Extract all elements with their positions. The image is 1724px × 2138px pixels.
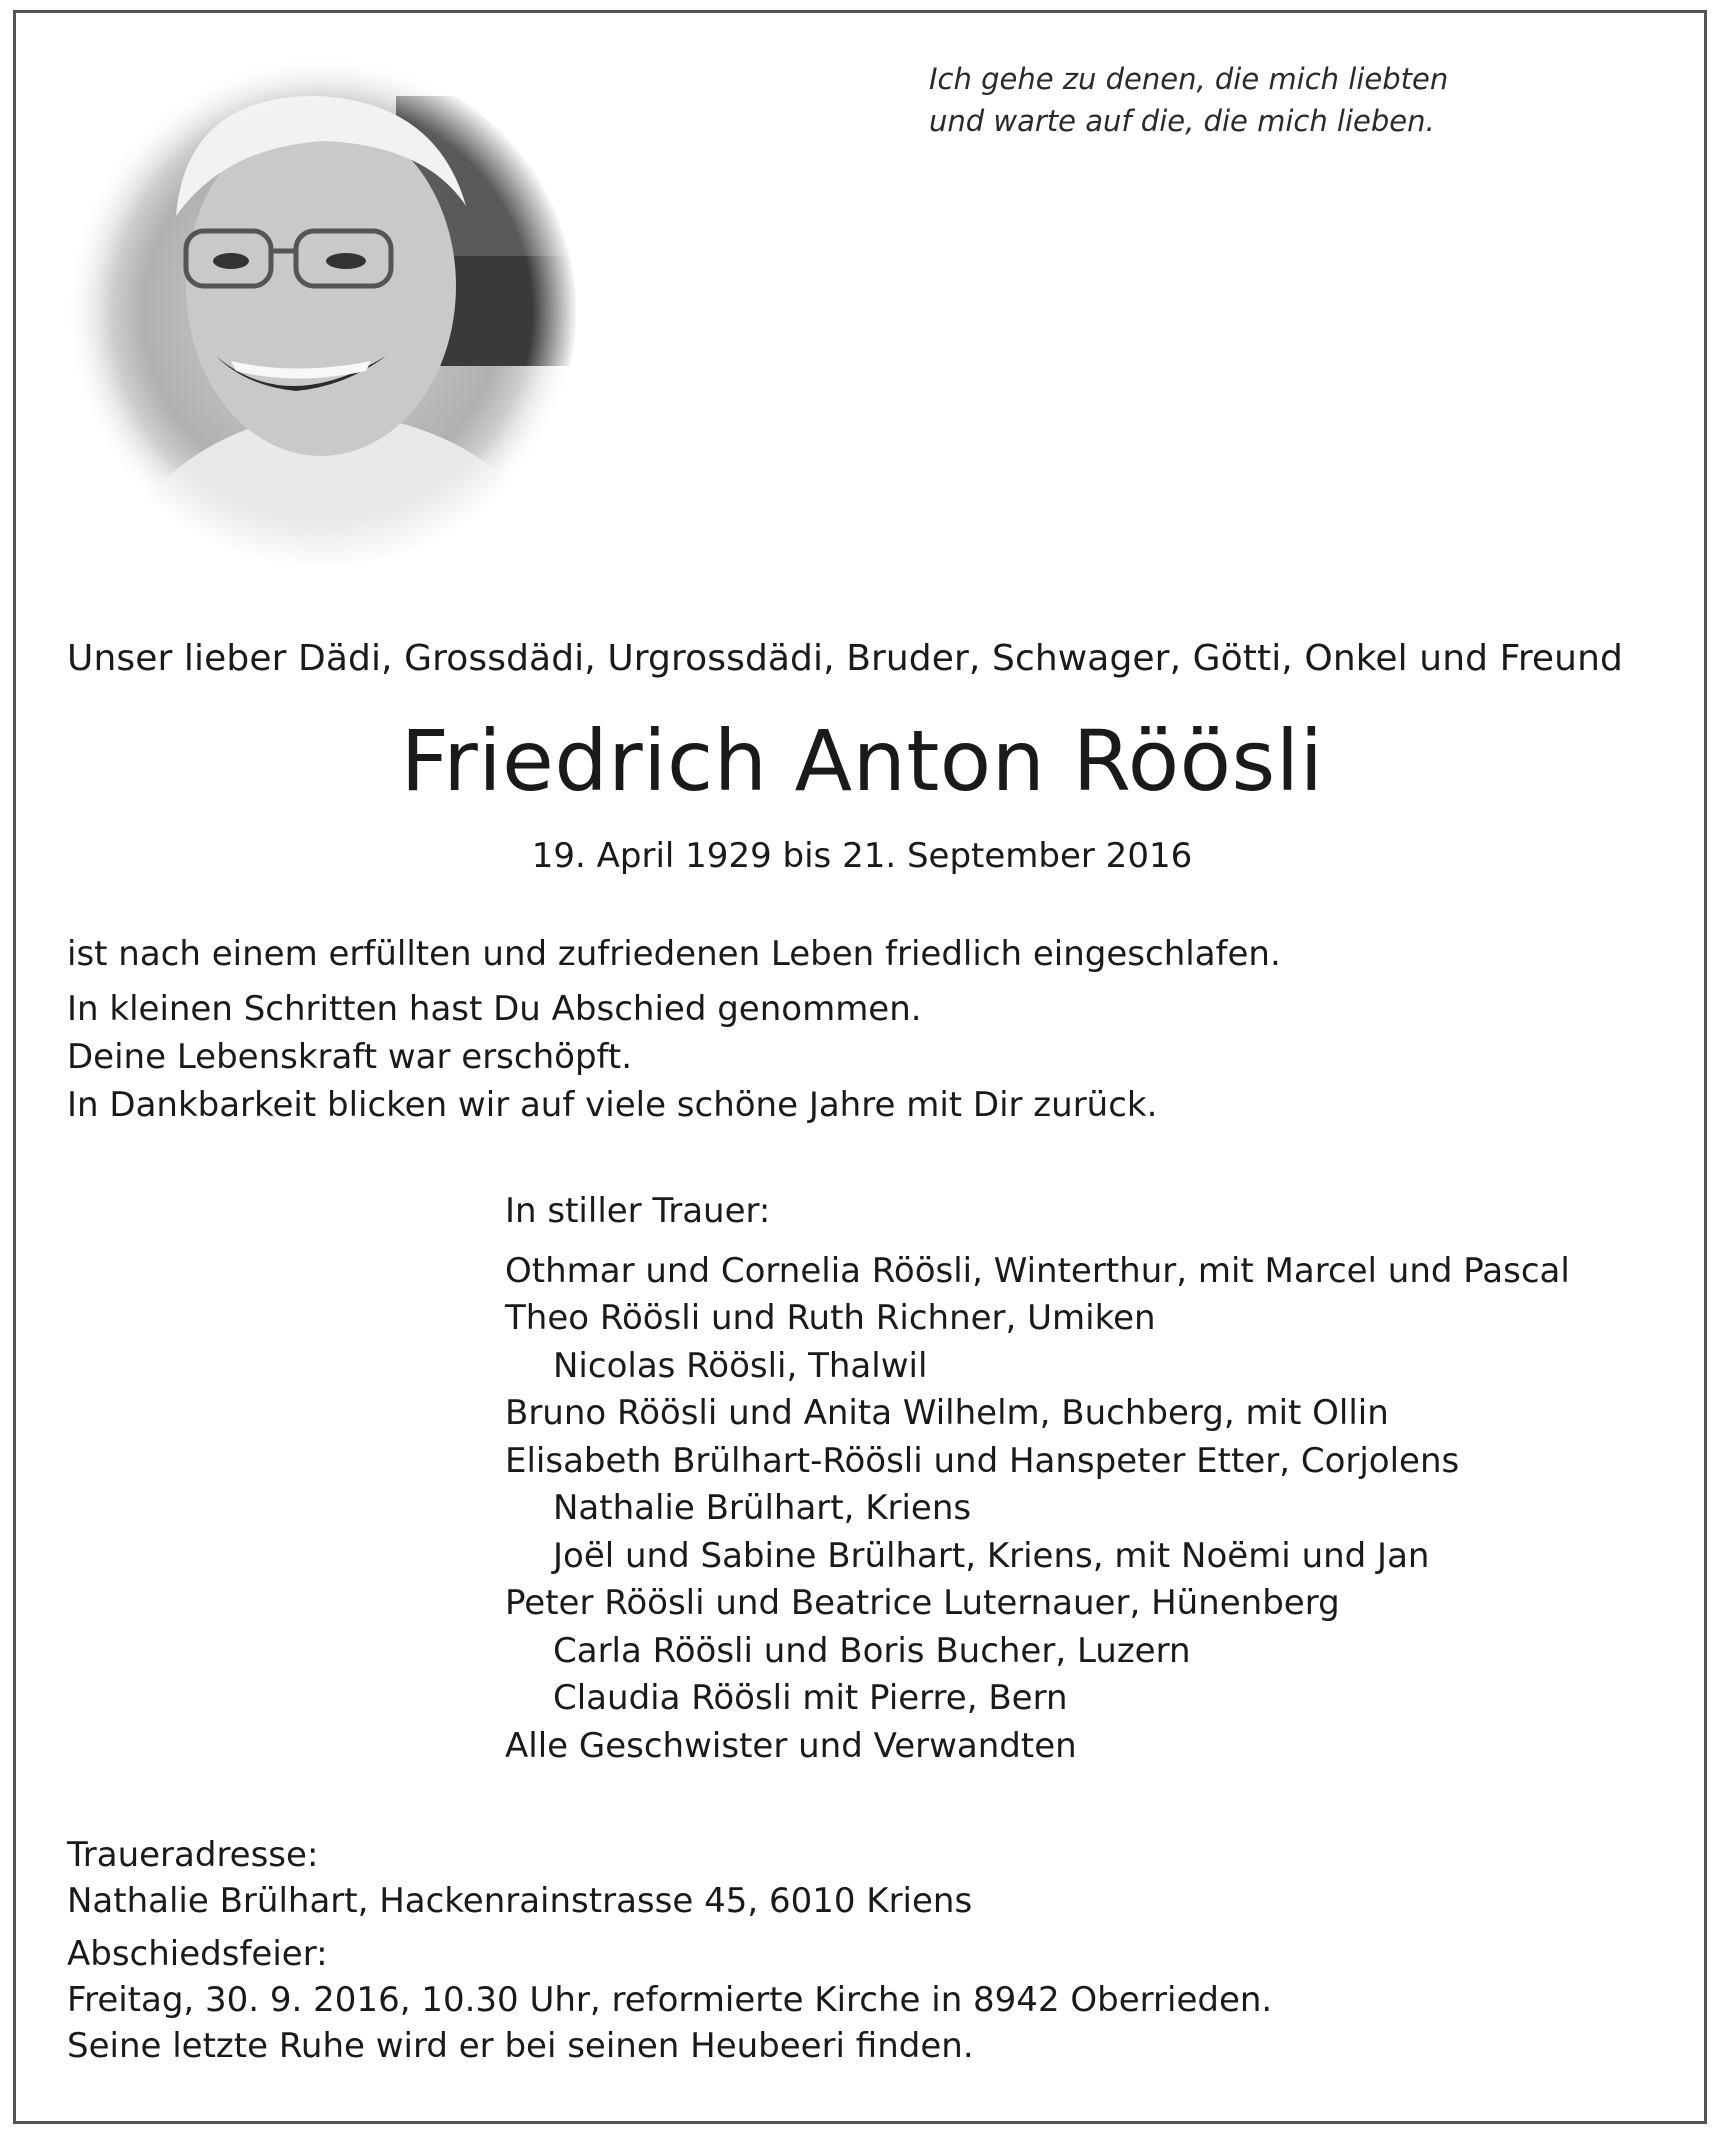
mourners-heading: In stiller Trauer: <box>505 1191 771 1231</box>
mourner-row: Peter Röösli und Beatrice Luternauer, Hünenberg <box>505 1583 1340 1623</box>
message-line: Deine Lebenskraft war erschöpft. <box>67 1037 633 1077</box>
message-line: ist nach einem erfüllten und zufriedenen Leben friedlich eingeschlafen. <box>67 934 1281 974</box>
mourner-row: Joël und Sabine Brülhart, Kriens, mit Noëmi und Jan <box>553 1535 1430 1576</box>
mourning-address: Nathalie Brülhart, Hackenrainstrasse 45, 6010 Kriens <box>67 1881 973 1921</box>
mourner-row: Carla Röösli und Boris Bucher, Luzern <box>553 1630 1191 1671</box>
message-line: In kleinen Schritten hast Du Abschied genommen. <box>67 989 922 1029</box>
mourners-list <box>505 1188 1570 1770</box>
mourner-row: Nicolas Röösli, Thalwil <box>553 1345 928 1386</box>
message-line: In Dankbarkeit blicken wir auf viele schöne Jahre mit Dir zurück. <box>67 1085 1158 1125</box>
intro-line: Unser lieber Dädi, Grossdädi, Urgrossdädi, Bruder, Schwager, Götti, Onkel und Freund <box>67 638 1623 679</box>
portrait-photo-icon <box>66 56 578 568</box>
ceremony-label: Abschiedsfeier: <box>67 1934 328 1974</box>
ceremony-details: Freitag, 30. 9. 2016, 10.30 Uhr, reformierte Kirche in 8942 Oberrieden. <box>67 1980 1273 2020</box>
motto-line: Ich gehe zu denen, die mich liebten <box>929 62 1449 96</box>
message-block <box>67 930 1281 1129</box>
mourner-row: Othmar und Cornelia Röösli, Winterthur, mit Marcel und Pascal <box>505 1250 1570 1291</box>
motto-quote <box>929 58 1448 142</box>
motto-line: und warte auf die, die mich lieben. <box>929 104 1435 138</box>
mourner-row: Elisabeth Brülhart-Röösli und Hanspeter Etter, Corjolens <box>505 1440 1460 1481</box>
address-label: Traueradresse: <box>67 1835 319 1875</box>
closing-line: Seine letzte Ruhe wird er bei seinen Heubeeri finden. <box>67 2026 974 2066</box>
mourner-row: Claudia Röösli mit Pierre, Bern <box>553 1678 1068 1718</box>
deceased-name: Friedrich Anton Röösli <box>400 712 1324 810</box>
mourner-row: Alle Geschwister und Verwandten <box>505 1725 1077 1766</box>
mourner-row: Theo Röösli und Ruth Richner, Umiken <box>505 1298 1156 1338</box>
mourner-row: Nathalie Brülhart, Kriens <box>553 1488 972 1528</box>
mourner-row: Bruno Röösli und Anita Wilhelm, Buchberg, mit Ollin <box>505 1393 1389 1433</box>
footer-info <box>67 1832 1272 2069</box>
life-dates: 19. April 1929 bis 21. September 2016 <box>531 836 1193 876</box>
